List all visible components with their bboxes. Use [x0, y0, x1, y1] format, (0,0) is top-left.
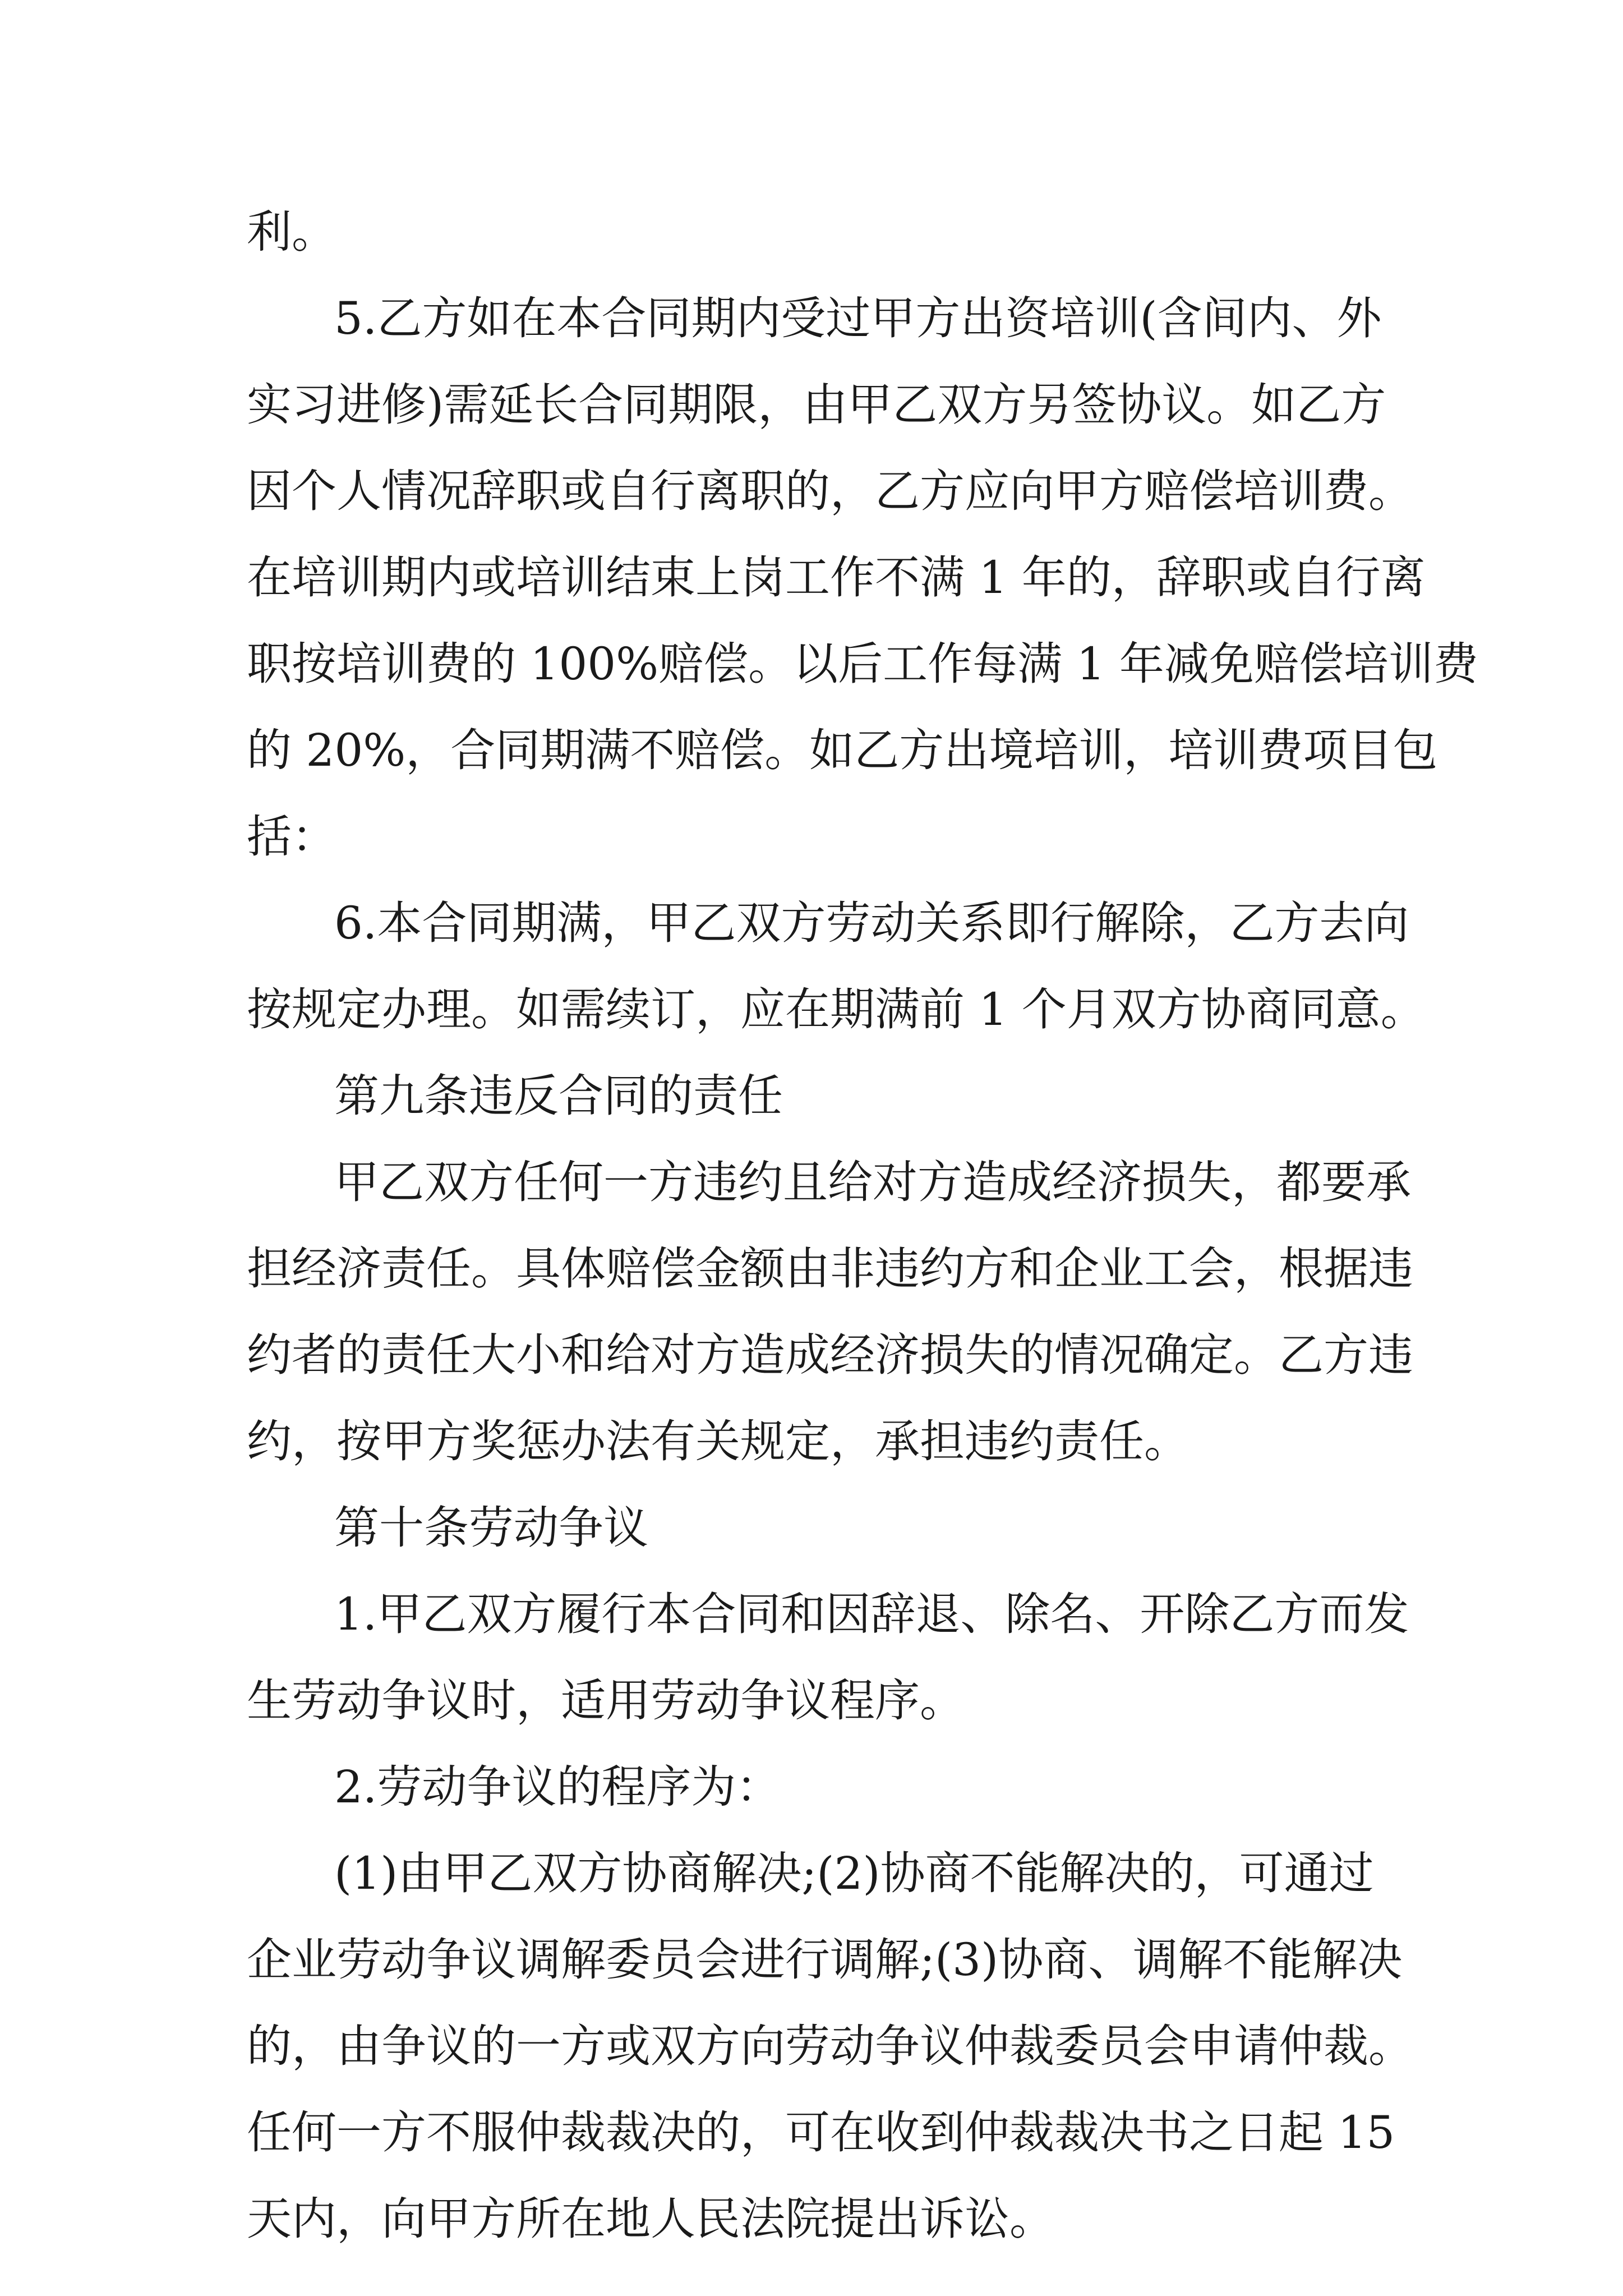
text-line: 利。 [247, 206, 336, 258]
text-line: 实习进修)需延长合同期限，由甲乙双方另签协议。如乙方 [247, 379, 1386, 431]
section-heading: 第九条违反合同的责任 [334, 1070, 783, 1122]
text-line: 企业劳动争议调解委员会进行调解;(3)协商、调解不能解决 [247, 1934, 1403, 1986]
text-line: 天内，向甲方所在地人民法院提出诉讼。 [247, 2193, 1054, 2245]
text-line: 生劳动争议时，适用劳动争议程序。 [247, 1674, 965, 1727]
text-line: 5.乙方如在本合同期内受过甲方出资培训(含间内、外 [334, 292, 1382, 344]
text-line: 按规定办理。如需续订，应在期满前 1 个月双方协商同意。 [247, 983, 1426, 1036]
text-line: 2.劳动争议的程序为： [334, 1761, 781, 1813]
text-line: 职按培训费的 100%赔偿。以后工作每满 1 年减免赔偿培训费 [247, 638, 1478, 690]
text-line: (1)由甲乙双方协商解决;(2)协商不能解决的，可通过 [334, 1847, 1374, 1899]
text-line: 的 20%，合同期满不赔偿。如乙方出境培训，培训费项目包 [247, 724, 1438, 776]
text-line: 担经济责任。具体赔偿金额由非违约方和企业工会，根据违 [247, 1243, 1413, 1295]
section-heading: 第十条劳动争议 [334, 1502, 648, 1554]
text-line: 6.本合同期满，甲乙双方劳动关系即行解除，乙方去向 [334, 897, 1409, 949]
text-line: 括： [247, 811, 336, 863]
text-line: 任何一方不服仲裁裁决的，可在收到仲裁裁决书之日起 15 [247, 2106, 1395, 2159]
text-line: 在培训期内或培训结束上岗工作不满 1 年的，辞职或自行离 [247, 551, 1426, 604]
text-line: 约者的责任大小和给对方造成经济损失的情况确定。乙方违 [247, 1329, 1413, 1381]
text-line: 因个人情况辞职或自行离职的，乙方应向甲方赔偿培训费。 [247, 465, 1413, 517]
text-line: 的，由争议的一方或双方向劳动争议仲裁委员会申请仲裁。 [247, 2020, 1413, 2072]
text-line: 甲乙双方任何一方违约且给对方造成经济损失，都要承 [334, 1156, 1411, 1208]
text-line: 约，按甲方奖惩办法有关规定，承担违约责任。 [247, 1415, 1189, 1467]
text-line: 1.甲乙双方履行本合同和因辞退、除名、开除乙方而发 [334, 1588, 1409, 1640]
